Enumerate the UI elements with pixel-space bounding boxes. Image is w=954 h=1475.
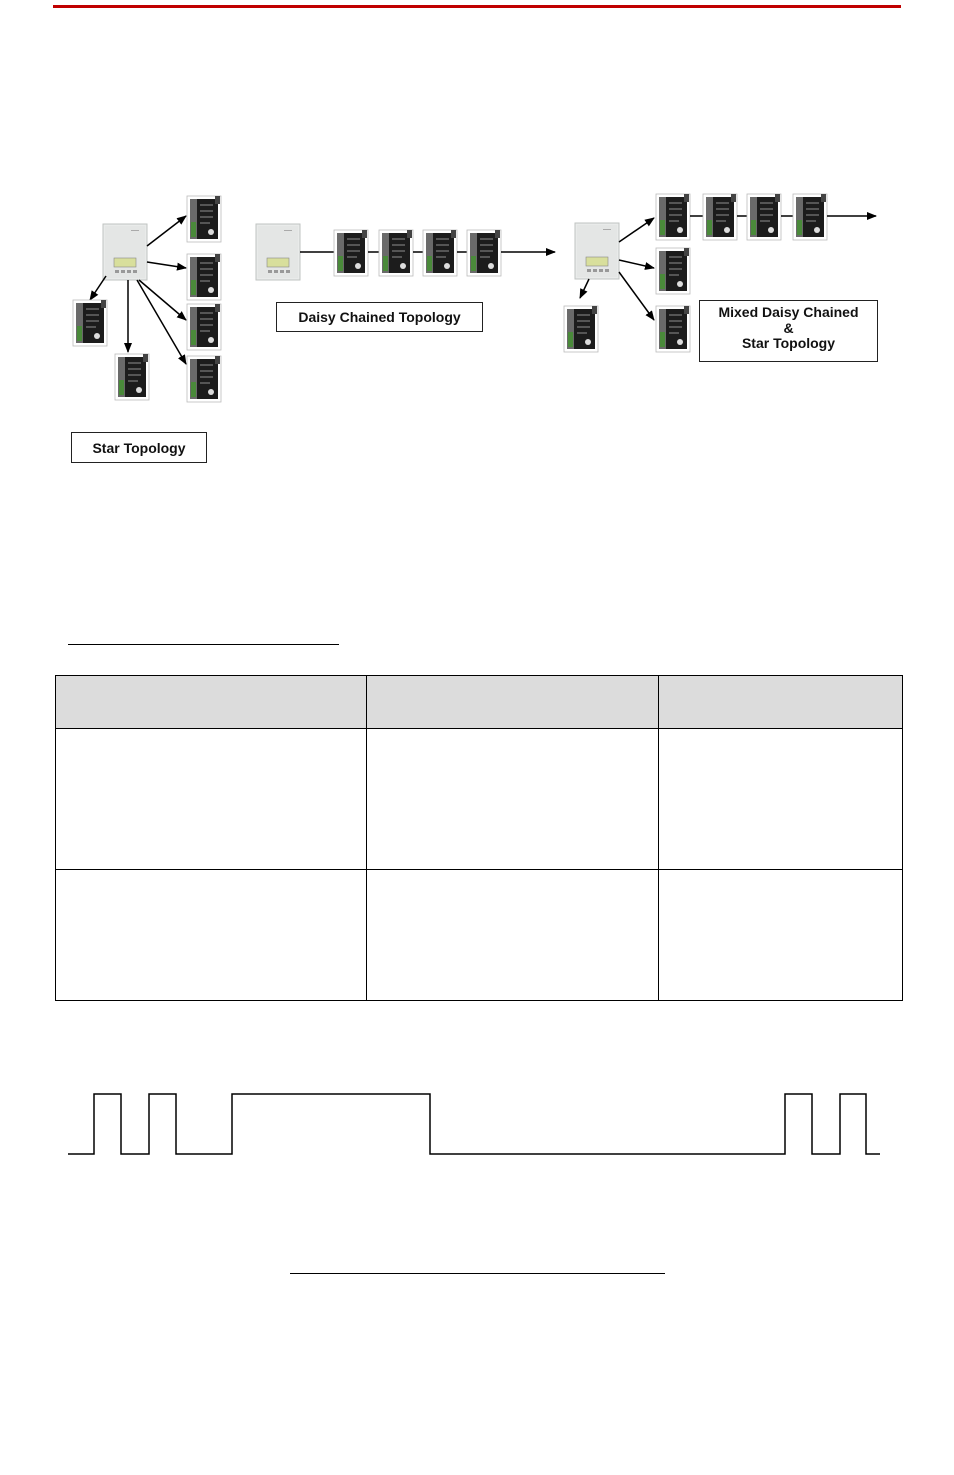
table-cell (367, 870, 659, 1001)
table-cell (367, 729, 659, 870)
table-header-row (56, 676, 903, 729)
daisy-chained-topology (256, 224, 555, 280)
table-row (56, 870, 903, 1001)
table-header-cell (367, 676, 659, 729)
table-cell (659, 870, 903, 1001)
star-topology-label-text: Star Topology (92, 440, 186, 456)
mixed-label-line3: Star Topology (741, 335, 836, 351)
table-row (56, 729, 903, 870)
mixed-label-line1: Mixed Daisy Chained (718, 304, 859, 320)
section-heading-underline (68, 644, 339, 645)
table-cell (56, 870, 367, 1001)
star-topology (73, 196, 221, 402)
table-header-cell (659, 676, 903, 729)
mixed-topology-label (699, 300, 878, 362)
table-cell (56, 729, 367, 870)
footer-heading-underline (290, 1273, 665, 1274)
star-topology-label (71, 432, 207, 463)
spec-table (55, 675, 903, 1001)
mixed-label-line2: & (783, 319, 794, 336)
table-header-cell (56, 676, 367, 729)
network-topology-diagram (0, 0, 954, 480)
daisy-chained-topology-label (276, 302, 483, 332)
waveform-line (68, 1094, 880, 1154)
table-cell (659, 729, 903, 870)
daisy-chained-label-text: Daisy Chained Topology (298, 309, 461, 325)
